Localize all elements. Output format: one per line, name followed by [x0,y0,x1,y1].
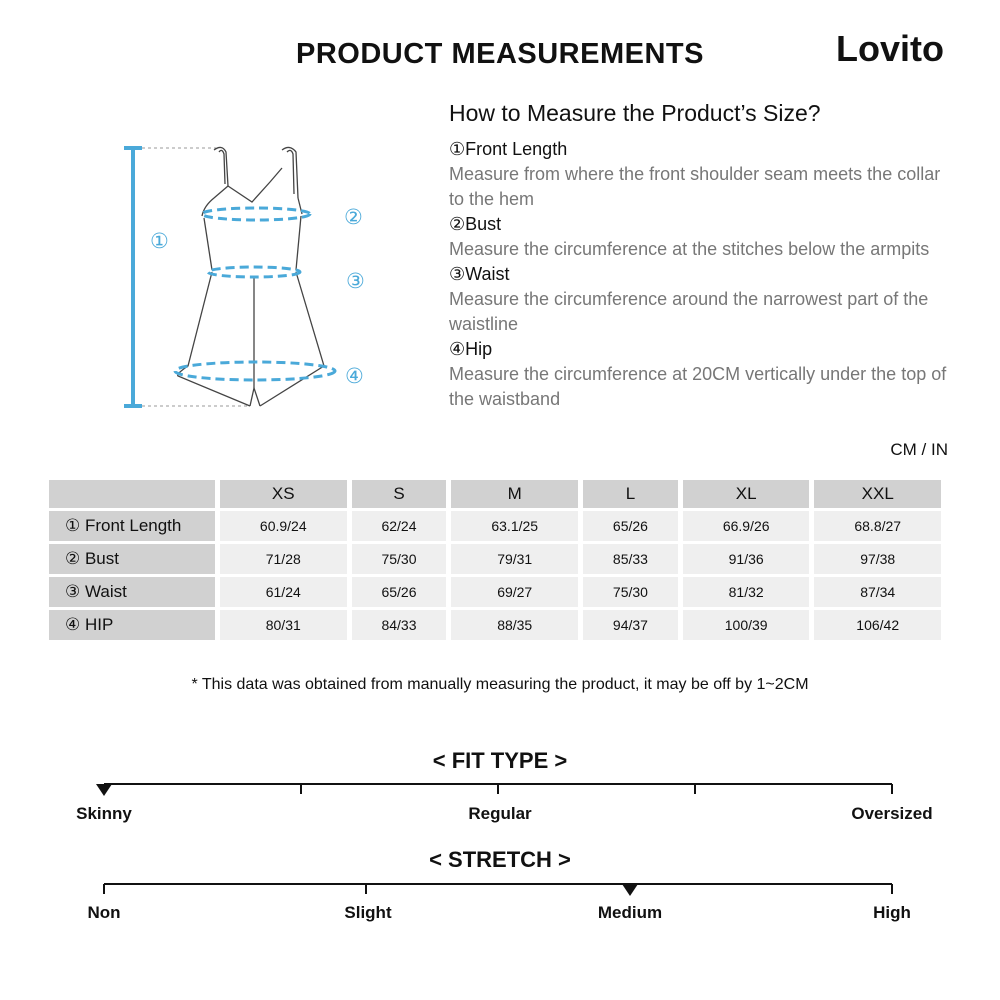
marker-hip: ④ [345,364,364,388]
table-cell: 62/24 [352,511,447,541]
row-label: ④ HIP [49,610,215,640]
table-cell: 63.1/25 [451,511,578,541]
table-row [49,511,941,541]
table-cell: 87/34 [814,577,941,607]
measurement-note: * This data was obtained from manually measuring the product, it may be off by 1~2CM [191,676,809,693]
table-row [49,610,941,640]
brand-logo: Lovito [836,28,944,69]
table-cell: 68.8/27 [814,511,941,541]
stretch-title: < STRETCH > [429,847,571,872]
size-header: XXL [814,480,941,508]
measure-item-bust [449,212,949,262]
stretch-label-high: High [873,903,911,922]
table-cell: 65/26 [352,577,447,607]
bust-ellipse [202,208,310,220]
fit-type-title: < FIT TYPE > [432,748,568,773]
stretch-label-slight: Slight [344,903,392,922]
table-cell: 80/31 [220,610,347,640]
table-row [49,544,941,574]
measure-item-front-length [449,137,949,212]
stretch-label-medium: Medium [597,903,663,922]
size-header: XL [683,480,810,508]
row-label: ③ Waist [49,577,215,607]
measure-name: ④Hip [449,339,493,359]
table-cell: 94/37 [583,610,678,640]
table-cell: 71/28 [220,544,347,574]
table-cell: 60.9/24 [220,511,347,541]
stretch-pointer-icon [622,884,638,896]
table-cell: 97/38 [814,544,941,574]
measure-name: ②Bust [449,214,502,234]
measure-description: Measure the circumference at the stitches below the armpits [449,239,930,259]
stretch-label-non: Non [87,903,121,922]
measure-description: Measure the circumference at 20CM vertically under the top of the waistband [449,364,947,409]
hip-ellipse [175,362,335,380]
measure-description: Measure from where the front shoulder seam meets the collar to the hem [449,164,941,209]
table-cell: 81/32 [683,577,810,607]
table-cell: 69/27 [451,577,578,607]
table-row [49,577,941,607]
fit-label-oversized: Oversized [851,804,933,823]
row-label: ② Bust [49,544,215,574]
stretch-scale [0,878,1000,900]
table-cell: 75/30 [583,577,678,607]
how-to-measure [449,100,949,412]
unit-label: CM / IN [890,440,948,459]
measure-item-hip [449,337,949,412]
table-header-row [49,480,941,508]
marker-bust: ② [344,205,363,229]
row-label: ① Front Length [49,511,215,541]
fit-label-skinny: Skinny [76,804,132,823]
table-cell: 84/33 [352,610,447,640]
fit-type-scale [0,778,1000,800]
marker-waist: ③ [346,269,365,293]
marker-front-length: ① [150,229,169,253]
fit-type-pointer-icon [96,784,112,796]
table-corner-cell [49,480,215,508]
page-title: PRODUCT MEASUREMENTS [296,38,704,70]
table-cell: 88/35 [451,610,578,640]
table-cell: 61/24 [220,577,347,607]
size-header: M [451,480,578,508]
measure-description: Measure the circumference around the narrowest part of the waistline [449,289,929,334]
table-cell: 106/42 [814,610,941,640]
measure-item-waist [449,262,949,337]
fit-label-regular: Regular [468,804,532,823]
size-header: S [352,480,447,508]
size-header: XS [220,480,347,508]
table-cell: 75/30 [352,544,447,574]
table-cell: 100/39 [683,610,810,640]
measure-name: ③Waist [449,264,510,284]
garment-diagram [118,138,388,418]
table-cell: 65/26 [583,511,678,541]
table-cell: 66.9/26 [683,511,810,541]
size-header: L [583,480,678,508]
waist-ellipse [208,267,300,277]
how-to-heading: How to Measure the Product’s Size? [449,100,821,126]
size-table [44,477,946,643]
table-cell: 91/36 [683,544,810,574]
table-cell: 85/33 [583,544,678,574]
measure-name: ①Front Length [449,139,568,159]
table-cell: 79/31 [451,544,578,574]
